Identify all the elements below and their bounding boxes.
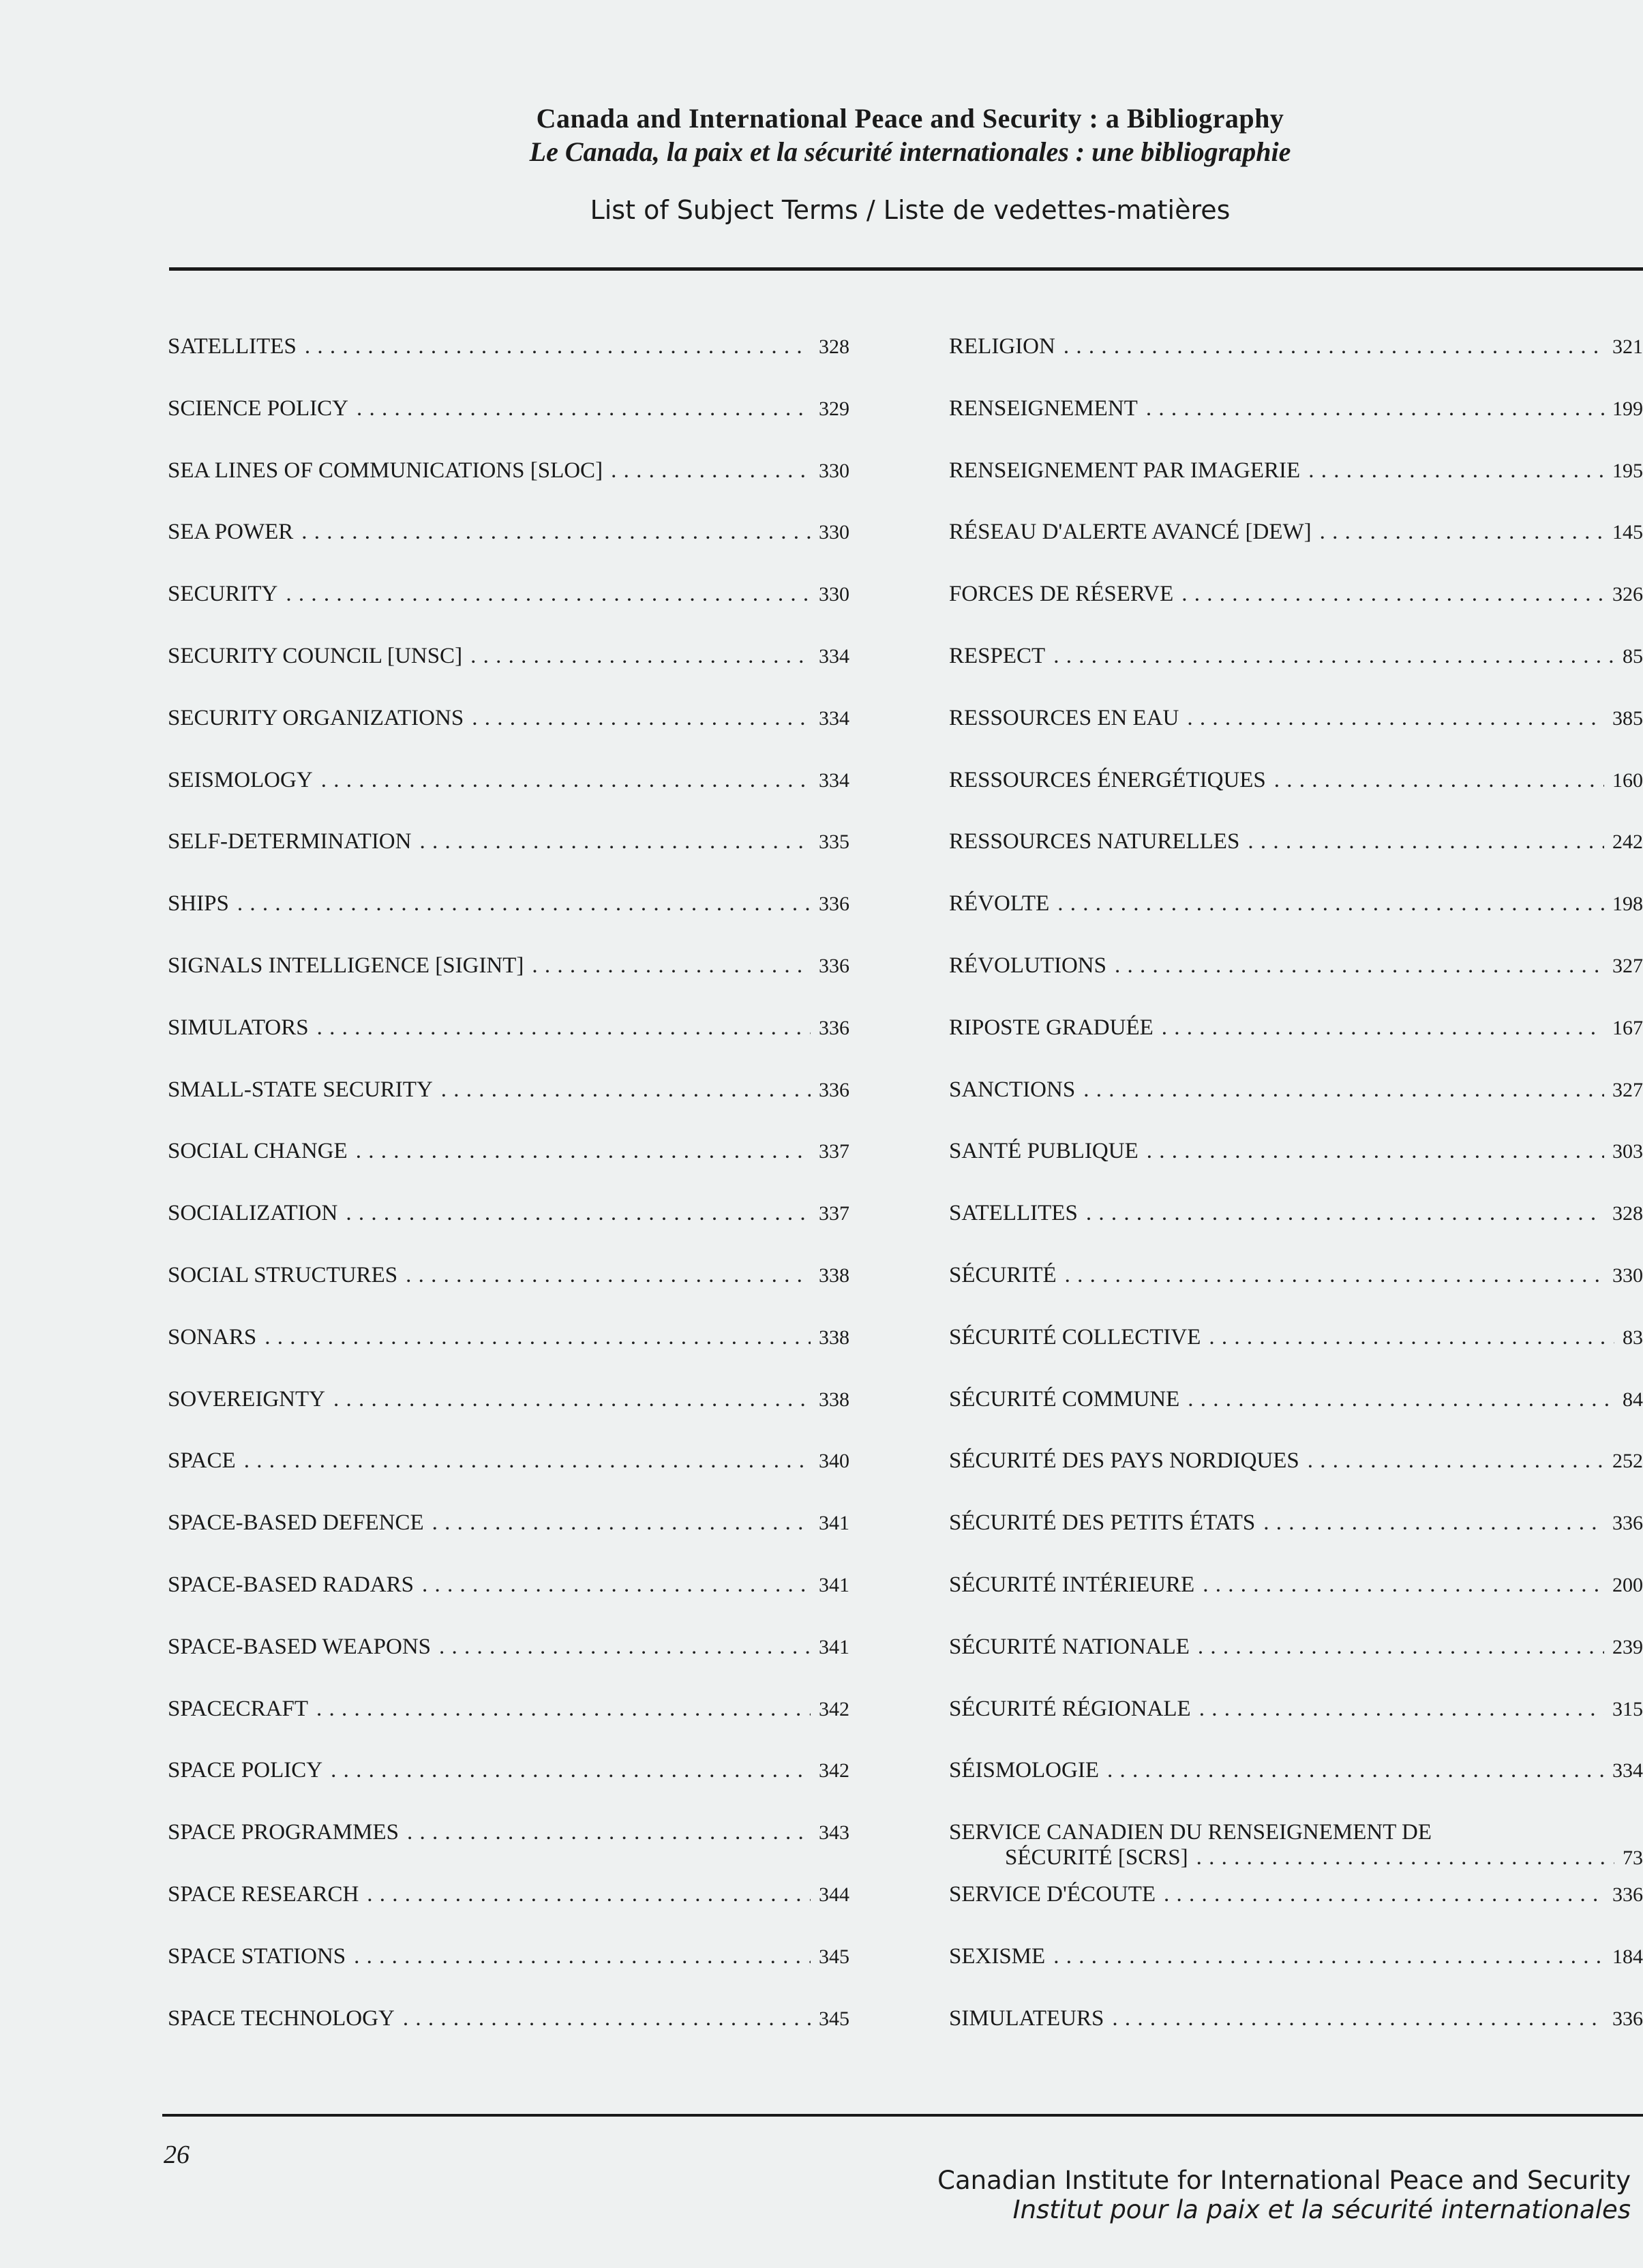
index-entry bbox=[949, 1387, 1643, 1449]
index-term: SECURITY ORGANIZATIONS bbox=[168, 705, 464, 730]
index-term: SIMULATORS bbox=[168, 1015, 309, 1040]
dot-leader bbox=[470, 644, 811, 669]
dot-leader bbox=[1053, 1944, 1604, 1969]
index-term: RÉSEAU D'ALERTE AVANCÉ [DEW] bbox=[949, 520, 1312, 545]
dot-leader bbox=[1199, 1697, 1604, 1722]
index-entry bbox=[949, 706, 1643, 768]
index-entry bbox=[949, 1820, 1643, 1882]
dot-leader bbox=[532, 953, 811, 979]
index-entry bbox=[168, 1015, 849, 1077]
footer-org-fr: Institut pour la paix et la sécurité internationales bbox=[1012, 2195, 1631, 2224]
page-reference: 330 bbox=[1612, 1264, 1643, 1287]
index-entry bbox=[168, 1572, 849, 1635]
index-entry bbox=[949, 953, 1643, 1015]
dot-leader bbox=[432, 1510, 811, 1536]
page-reference: 327 bbox=[1612, 954, 1643, 977]
dot-leader bbox=[1115, 953, 1604, 979]
page-reference: 336 bbox=[819, 1016, 849, 1039]
dot-leader bbox=[1308, 1448, 1604, 1474]
page-reference: 328 bbox=[1612, 1202, 1643, 1225]
index-term: SÉCURITÉ INTÉRIEURE bbox=[949, 1572, 1195, 1597]
bibliography-title-en: Canada and International Peace and Security : a Bibliography bbox=[536, 103, 1284, 134]
page-reference: 344 bbox=[819, 1883, 849, 1906]
index-term: SATELLITES bbox=[949, 1201, 1078, 1226]
index-term: SÉCURITÉ COMMUNE bbox=[949, 1386, 1180, 1412]
index-term: SPACE TECHNOLOGY bbox=[168, 2005, 395, 2031]
footer-org-en: Canadian Institute for International Peace and Security bbox=[937, 2166, 1631, 2195]
index-entry bbox=[949, 1697, 1643, 1759]
index-entry bbox=[949, 1325, 1643, 1387]
index-entry bbox=[168, 1510, 849, 1572]
page-reference: 73 bbox=[1623, 1847, 1643, 1870]
index-term: RÉVOLTE bbox=[949, 891, 1050, 916]
index-term: SPACE POLICY bbox=[168, 1758, 323, 1783]
index-term: RESSOURCES ÉNERGÉTIQUES bbox=[949, 767, 1266, 792]
index-entry bbox=[168, 1758, 849, 1820]
index-term: SÉCURITÉ NATIONALE bbox=[949, 1634, 1190, 1659]
index-term: SECURITY bbox=[168, 582, 278, 607]
index-entry bbox=[168, 1882, 849, 1944]
dot-leader bbox=[406, 1263, 811, 1288]
index-term: RESPECT bbox=[949, 643, 1046, 668]
page-reference: 303 bbox=[1612, 1140, 1643, 1163]
index-entry bbox=[168, 1697, 849, 1759]
index-entry bbox=[949, 1201, 1643, 1263]
index-entry bbox=[949, 458, 1643, 520]
index-entry bbox=[949, 396, 1643, 458]
index-term: SHIPS bbox=[168, 891, 229, 916]
bibliography-title-fr: Le Canada, la paix et la sécurité internationales : une bibliographie bbox=[529, 136, 1291, 167]
index-term: SOVEREIGNTY bbox=[168, 1386, 325, 1412]
index-entry bbox=[168, 1263, 849, 1325]
page-reference: 336 bbox=[1612, 1512, 1643, 1535]
index-term: SÉCURITÉ COLLECTIVE bbox=[949, 1324, 1201, 1349]
bottom-divider bbox=[162, 2114, 1643, 2117]
index-entry bbox=[949, 829, 1643, 891]
page-reference: 345 bbox=[819, 1945, 849, 1968]
dot-leader bbox=[1320, 520, 1604, 545]
index-term: RELIGION bbox=[949, 334, 1055, 359]
page-reference: 338 bbox=[819, 1264, 849, 1287]
dot-leader bbox=[1064, 334, 1604, 359]
index-entry bbox=[949, 1758, 1643, 1820]
page-reference: 328 bbox=[819, 335, 849, 358]
index-term: SPACE PROGRAMMES bbox=[168, 1820, 399, 1845]
index-term: SPACE-BASED DEFENCE bbox=[168, 1510, 424, 1536]
index-entry bbox=[168, 891, 849, 953]
index-entry bbox=[949, 1015, 1643, 1077]
page-reference: 327 bbox=[1612, 1078, 1643, 1101]
dot-leader bbox=[1146, 396, 1604, 421]
index-term: SPACE STATIONS bbox=[168, 1943, 346, 1969]
page-reference: 315 bbox=[1612, 1697, 1643, 1720]
dot-leader bbox=[1263, 1510, 1604, 1536]
index-entry bbox=[168, 953, 849, 1015]
dot-leader bbox=[244, 1448, 811, 1474]
index-entry bbox=[949, 1263, 1643, 1325]
index-entry bbox=[168, 644, 849, 706]
top-divider bbox=[169, 267, 1643, 271]
index-term: SIMULATEURS bbox=[949, 2005, 1104, 2031]
index-term: SPACECRAFT bbox=[168, 1696, 309, 1721]
index-entry bbox=[168, 1387, 849, 1449]
dot-leader bbox=[286, 582, 811, 607]
page-reference: 330 bbox=[819, 583, 849, 606]
page-reference: 321 bbox=[1612, 335, 1643, 358]
index-term: SOCIAL STRUCTURES bbox=[168, 1262, 398, 1287]
dot-leader bbox=[1181, 582, 1604, 607]
index-entry bbox=[168, 1635, 849, 1697]
index-entry bbox=[168, 1139, 849, 1201]
page-reference: 334 bbox=[1612, 1759, 1643, 1782]
index-term: SERVICE D'ÉCOUTE bbox=[949, 1881, 1156, 1907]
dot-leader bbox=[419, 829, 811, 854]
index-term: SOCIALIZATION bbox=[168, 1201, 338, 1226]
index-term: SPACE-BASED RADARS bbox=[168, 1572, 414, 1597]
page-reference: 85 bbox=[1623, 644, 1643, 668]
index-term: SÉCURITÉ bbox=[949, 1262, 1057, 1287]
index-entry bbox=[949, 2006, 1643, 2068]
page-reference: 252 bbox=[1612, 1450, 1643, 1473]
page-reference: 145 bbox=[1612, 521, 1643, 544]
index-term: SMALL-STATE SECURITY bbox=[168, 1077, 433, 1102]
page-reference: 239 bbox=[1612, 1635, 1643, 1658]
dot-leader bbox=[317, 1015, 811, 1041]
page-reference: 184 bbox=[1612, 1945, 1643, 1968]
index-entry bbox=[949, 582, 1643, 644]
dot-leader bbox=[1162, 1015, 1604, 1041]
dot-leader bbox=[237, 891, 811, 916]
index-term: SELF-DETERMINATION bbox=[168, 829, 412, 854]
page-reference: 330 bbox=[819, 459, 849, 482]
index-term: SIGNALS INTELLIGENCE [SIGINT] bbox=[168, 953, 524, 978]
index-entry bbox=[168, 706, 849, 768]
list-title: List of Subject Terms / Liste de vedettes-matières bbox=[590, 195, 1231, 225]
page-reference: 385 bbox=[1612, 706, 1643, 730]
dot-leader bbox=[346, 1201, 811, 1226]
index-term: SPACE-BASED WEAPONS bbox=[168, 1634, 432, 1659]
page-reference: 341 bbox=[819, 1512, 849, 1535]
dot-leader bbox=[1209, 1325, 1614, 1350]
dot-leader bbox=[1057, 891, 1604, 916]
index-entry bbox=[949, 1448, 1643, 1510]
page-reference: 338 bbox=[819, 1326, 849, 1349]
page-reference: 160 bbox=[1612, 769, 1643, 792]
index-entry bbox=[949, 1635, 1643, 1697]
dot-leader bbox=[1086, 1201, 1604, 1226]
index-entry bbox=[168, 396, 849, 458]
dot-leader bbox=[1112, 2006, 1604, 2031]
dot-leader bbox=[1053, 644, 1614, 669]
dot-leader bbox=[1147, 1139, 1604, 1164]
index-entry bbox=[168, 1201, 849, 1263]
index-entry bbox=[949, 1572, 1643, 1635]
dot-leader bbox=[472, 706, 811, 731]
dot-leader bbox=[265, 1325, 811, 1350]
index-term: SEXISME bbox=[949, 1943, 1046, 1969]
left-column bbox=[168, 334, 849, 2068]
index-term: SONARS bbox=[168, 1324, 257, 1349]
dot-leader bbox=[1274, 768, 1604, 793]
index-entry bbox=[949, 520, 1643, 582]
index-entry bbox=[949, 1510, 1643, 1572]
index-term: SANTÉ PUBLIQUE bbox=[949, 1139, 1139, 1164]
dot-leader bbox=[1164, 1882, 1604, 1907]
page-reference: 83 bbox=[1623, 1326, 1643, 1349]
index-entry bbox=[949, 1077, 1643, 1139]
index-term: SEA LINES OF COMMUNICATIONS [SLOC] bbox=[168, 458, 603, 483]
dot-leader bbox=[441, 1077, 811, 1103]
page-reference: 341 bbox=[819, 1635, 849, 1658]
dot-leader bbox=[301, 520, 811, 545]
page-reference: 167 bbox=[1612, 1016, 1643, 1039]
index-term: RIPOSTE GRADUÉE bbox=[949, 1015, 1154, 1040]
index-term: RENSEIGNEMENT PAR IMAGERIE bbox=[949, 458, 1301, 483]
page-reference: 336 bbox=[819, 954, 849, 977]
dot-leader bbox=[611, 458, 811, 483]
dot-leader bbox=[354, 1944, 811, 1969]
page-reference: 199 bbox=[1612, 397, 1643, 420]
index-entry bbox=[949, 1882, 1643, 1944]
index-entry bbox=[168, 458, 849, 520]
page-header bbox=[0, 102, 1643, 225]
dot-leader bbox=[331, 1758, 811, 1783]
dot-leader bbox=[403, 2006, 811, 2031]
page-reference: 242 bbox=[1612, 831, 1643, 854]
dot-leader bbox=[1308, 458, 1604, 483]
page-reference: 345 bbox=[819, 2007, 849, 2030]
index-entry bbox=[949, 1944, 1643, 2006]
footer-organization bbox=[937, 2166, 1631, 2224]
index-term: SPACE RESEARCH bbox=[168, 1881, 359, 1907]
index-entry bbox=[168, 1448, 849, 1510]
dot-leader bbox=[305, 334, 811, 359]
index-term-continued: SÉCURITÉ [SCRS] bbox=[1005, 1845, 1188, 1870]
index-entry bbox=[168, 1944, 849, 2006]
dot-leader bbox=[439, 1635, 811, 1660]
index-term: SANCTIONS bbox=[949, 1077, 1076, 1102]
index-term: SEA POWER bbox=[168, 520, 294, 545]
dot-leader bbox=[1248, 829, 1604, 854]
dot-leader bbox=[1065, 1263, 1604, 1288]
page-reference: 198 bbox=[1612, 893, 1643, 916]
index-entry bbox=[168, 2006, 849, 2068]
index-term: RÉVOLUTIONS bbox=[949, 953, 1106, 978]
dot-leader bbox=[333, 1387, 811, 1412]
index-entry bbox=[168, 768, 849, 830]
page-reference: 336 bbox=[819, 893, 849, 916]
index-entry bbox=[168, 1820, 849, 1882]
index-term: SATELLITES bbox=[168, 334, 297, 359]
right-column bbox=[949, 334, 1643, 2068]
page-reference: 329 bbox=[819, 397, 849, 420]
index-term: SOCIAL CHANGE bbox=[168, 1139, 348, 1164]
page-reference: 195 bbox=[1612, 459, 1643, 482]
index-term: FORCES DE RÉSERVE bbox=[949, 582, 1174, 607]
page-reference: 340 bbox=[819, 1450, 849, 1473]
index-entry bbox=[168, 1325, 849, 1387]
dot-leader bbox=[356, 1139, 811, 1164]
page-reference: 334 bbox=[819, 644, 849, 668]
index-term: SPACE bbox=[168, 1448, 236, 1474]
index-entry bbox=[168, 334, 849, 396]
page-reference: 200 bbox=[1612, 1573, 1643, 1596]
page-reference: 84 bbox=[1623, 1388, 1643, 1411]
page-reference: 336 bbox=[1612, 1883, 1643, 1906]
index-term: RENSEIGNEMENT bbox=[949, 396, 1138, 421]
index-term: SÉISMOLOGIE bbox=[949, 1758, 1099, 1783]
dot-leader bbox=[407, 1820, 811, 1845]
index-entry bbox=[949, 644, 1643, 706]
index-term: RESSOURCES EN EAU bbox=[949, 705, 1179, 730]
index-entry bbox=[949, 768, 1643, 830]
dot-leader bbox=[1083, 1077, 1604, 1103]
dot-leader bbox=[321, 768, 811, 793]
page-reference: 337 bbox=[819, 1202, 849, 1225]
page-reference: 326 bbox=[1612, 583, 1643, 606]
dot-leader bbox=[1198, 1635, 1604, 1660]
dot-leader bbox=[1187, 706, 1604, 731]
dot-leader bbox=[422, 1572, 811, 1598]
page-reference: 343 bbox=[819, 1821, 849, 1845]
index-entry bbox=[949, 891, 1643, 953]
page-reference: 334 bbox=[819, 706, 849, 730]
index-term: SECURITY COUNCIL [UNSC] bbox=[168, 643, 463, 668]
index-entry bbox=[168, 829, 849, 891]
page-reference: 338 bbox=[819, 1388, 849, 1411]
dot-leader bbox=[316, 1697, 811, 1722]
page-number: 26 bbox=[164, 2140, 190, 2169]
index-term: SÉCURITÉ DES PETITS ÉTATS bbox=[949, 1510, 1256, 1536]
index-term: SCIENCE POLICY bbox=[168, 396, 348, 421]
page-reference: 330 bbox=[819, 521, 849, 544]
index-term: SÉCURITÉ DES PAYS NORDIQUES bbox=[949, 1448, 1299, 1474]
dot-leader bbox=[367, 1882, 811, 1907]
index-entry bbox=[168, 1077, 849, 1139]
page-reference: 336 bbox=[1612, 2007, 1643, 2030]
page-reference: 337 bbox=[819, 1140, 849, 1163]
dot-leader bbox=[1107, 1758, 1604, 1783]
page-reference: 334 bbox=[819, 769, 849, 792]
index-entry bbox=[949, 1139, 1643, 1201]
index-entry bbox=[949, 334, 1643, 396]
index-term: RESSOURCES NATURELLES bbox=[949, 829, 1240, 854]
index-entry bbox=[168, 582, 849, 644]
index-entry bbox=[168, 520, 849, 582]
index-term: SÉCURITÉ RÉGIONALE bbox=[949, 1696, 1191, 1721]
page-reference: 342 bbox=[819, 1759, 849, 1782]
index-term: SEISMOLOGY bbox=[168, 767, 313, 792]
dot-leader bbox=[357, 396, 811, 421]
page-reference: 336 bbox=[819, 1078, 849, 1101]
dot-leader bbox=[1188, 1387, 1614, 1412]
page-reference: 342 bbox=[819, 1697, 849, 1720]
dot-leader bbox=[1203, 1572, 1604, 1598]
page-reference: 335 bbox=[819, 831, 849, 854]
index-term: SERVICE CANADIEN DU RENSEIGNEMENT DE bbox=[949, 1820, 1432, 1845]
dot-leader bbox=[1196, 1845, 1614, 1870]
page-reference: 341 bbox=[819, 1573, 849, 1596]
